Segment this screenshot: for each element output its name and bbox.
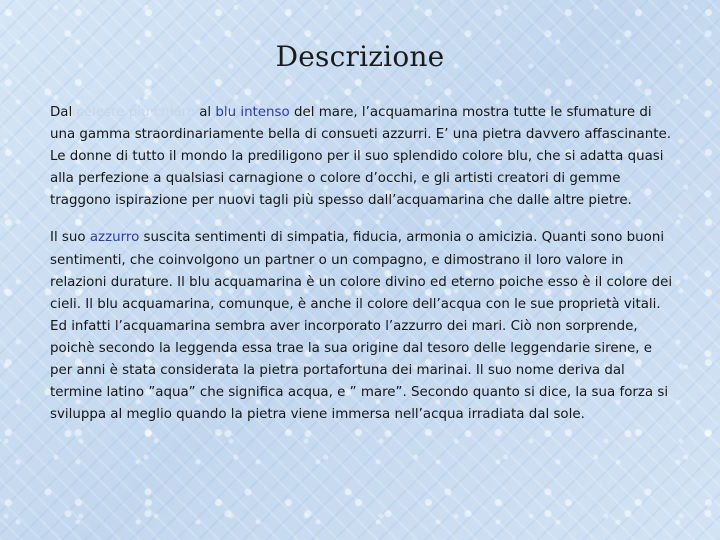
paragraph-2-rest: suscita sentimenti di simpatia, fiducia, armonia o amicizia. Quanti sono buoni sentimenti, che coinvolgono un partner o un compagno, e dimostrano il loro valore in relazioni durature. Il blu acquamarina è un colore divino ed eterno poiche esso è il colore dei cieli. Il blu acquamarina, comunque, è anche il colore dell’acqua con le sue proprietà vitali. Ed infatti l’acquamarina sembra aver incorporato l’azzurro dei mari. Ciò non sorprende, poichè secondo la leggenda essa trae la sua origine dal tesoro delle leggendarie sirene, e per anni è stata considerata la pietra portafortuna dei marinai. Il suo nome deriva dal termine latino ”aqua” che significa acqua, e ” mare”. Secondo quanto si dice, la sua forza si sviluppa al meglio quando la pietra viene immersa nell’acqua irradiata dal sole. (50, 230, 673, 423)
paragraph-2 (50, 227, 675, 426)
highlight-blu-intenso: blu intenso (215, 105, 290, 120)
highlight-azzurro: azzurro (89, 230, 140, 246)
highlight-celeste: celeste più chiaro (76, 105, 195, 120)
paragraph-1-mid: al (194, 105, 216, 120)
description-body (50, 102, 675, 441)
paragraph-2-intro: Il suo (50, 230, 90, 246)
paragraph-1-intro: Dal (50, 105, 77, 120)
slide-title: Descrizione (275, 40, 445, 73)
paragraph-1-rest: del mare, l’acquamarina mostra tutte le sfumature di una gamma straordinariamente bella di consueti azzurri. E’ una pietra davvero affascinante. Le donne di tutto il mondo la prediligono per il suo splendido colore blu, che si adatta quasi alla perfezione a qualsiasi carnagione o colore d’occhi, e gli artisti creatori di gemme traggono ispirazione per nuovi tagli più spesso dall’acquamarina che dalle altre pietre. (50, 105, 671, 209)
paragraph-1 (50, 102, 675, 212)
